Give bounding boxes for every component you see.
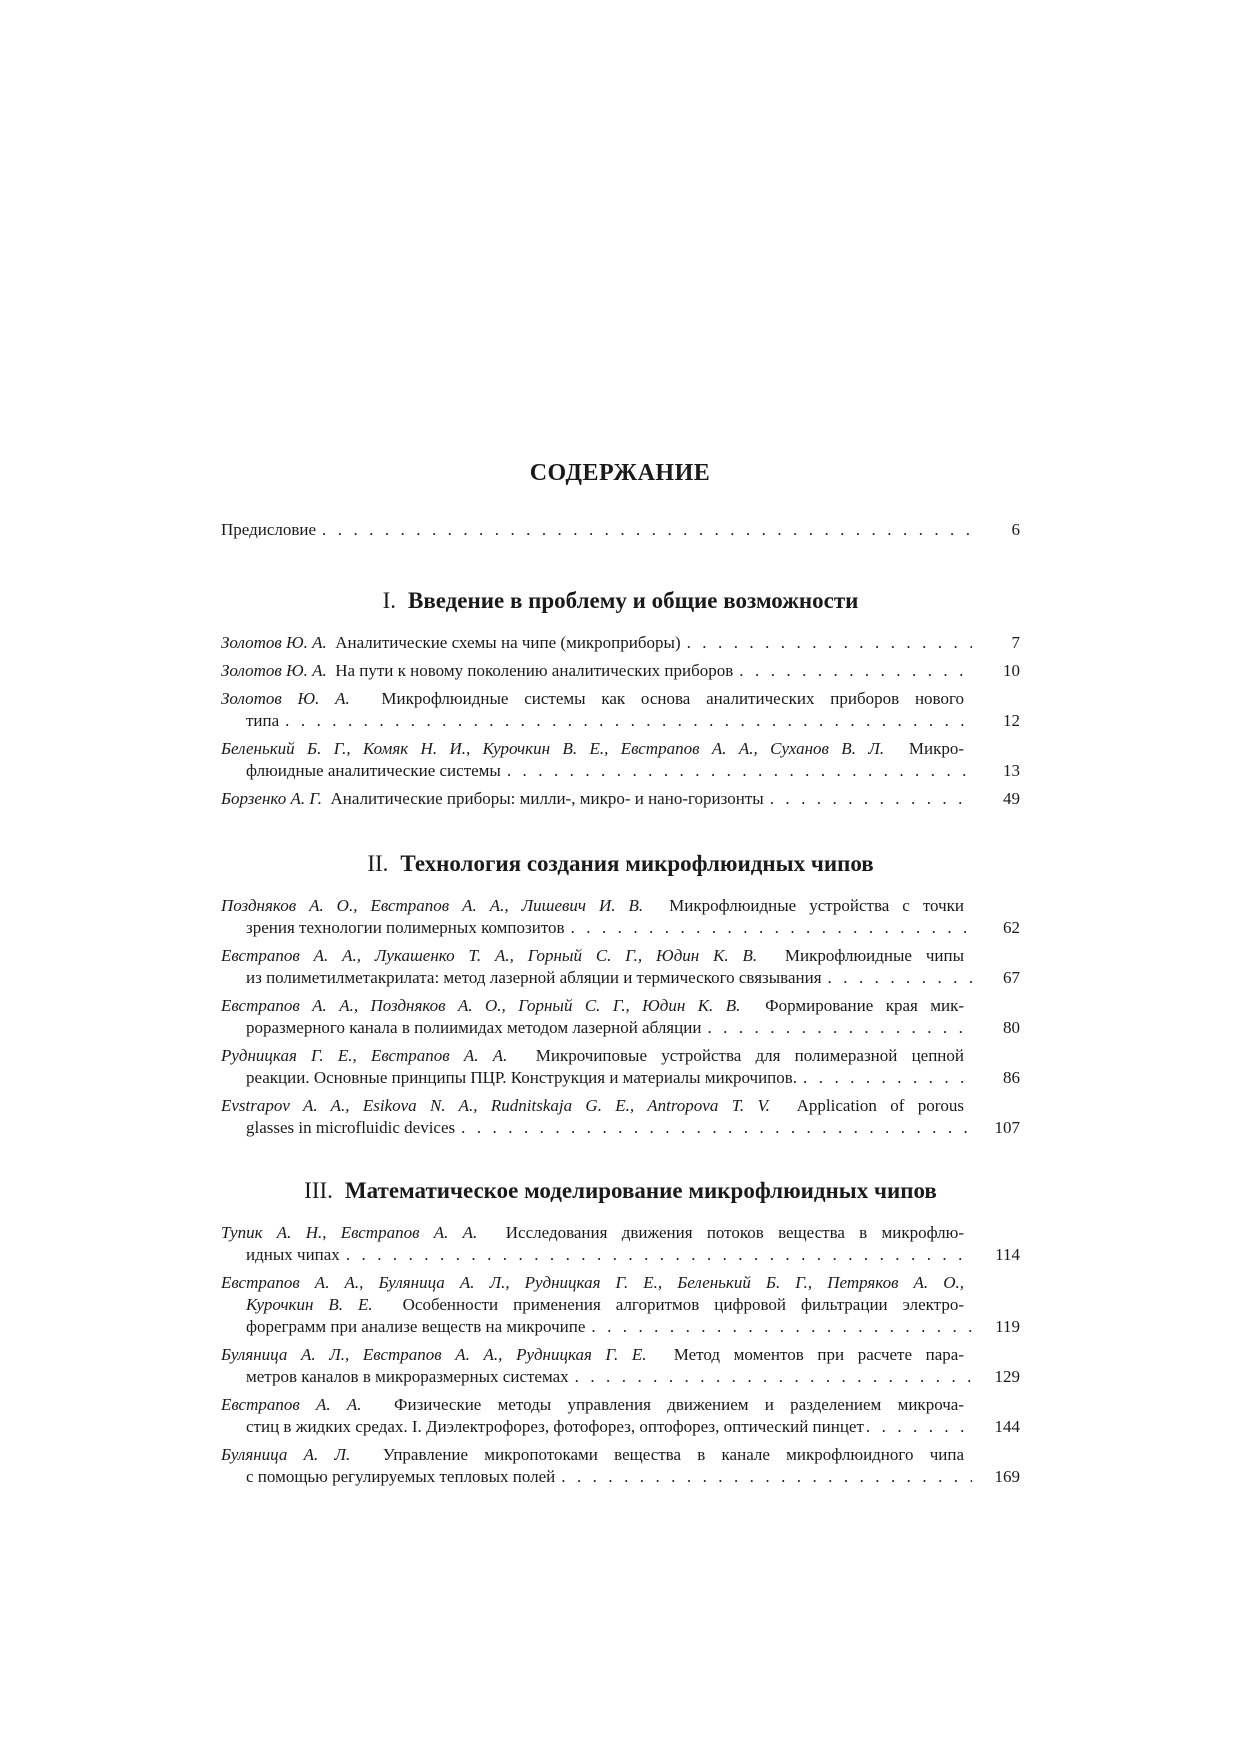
page-number: 13 <box>1003 761 1020 780</box>
toc-entry[interactable] <box>221 738 1020 782</box>
entry-title: Аналитические приборы: милли-, микро- и нано-горизонты <box>330 789 764 808</box>
toc-entry[interactable] <box>221 1095 1020 1139</box>
toc-title: СОДЕРЖАНИЕ <box>529 460 711 486</box>
section-heading <box>221 586 1020 616</box>
dot-leader <box>279 710 972 732</box>
toc-entry[interactable] <box>221 1394 1020 1438</box>
toc-entry[interactable] <box>221 995 1020 1039</box>
entry-title-continued: типа <box>246 711 280 730</box>
entry-title: Управление микропотоками вещества в канале микрофлюидного чипа <box>382 1445 964 1464</box>
entry-title-continued: фореграмм при анализе веществ на микрочипе <box>246 1317 586 1336</box>
entry-title: Метод моментов при расчете пара- <box>673 1345 964 1364</box>
dot-leader <box>455 1117 972 1139</box>
page-number: 12 <box>1003 711 1020 730</box>
dot-leader <box>681 632 972 654</box>
page-number: 62 <box>1003 918 1020 937</box>
entry-authors: Буляница А. Л. <box>221 1445 351 1464</box>
page-number: 114 <box>995 1245 1020 1264</box>
section-name: Введение в проблему и общие возможности <box>407 588 859 613</box>
dot-leader <box>797 1067 972 1089</box>
page-number: 169 <box>994 1467 1020 1486</box>
entry-authors: Евстрапов А. А. <box>221 1395 362 1414</box>
entry-title-continued: стиц в жидких средах. I. Диэлектрофорез, фотофорез, оптофорез, оптический пинцет <box>246 1417 864 1436</box>
entry-authors: Беленький Б. Г., Комяк Н. И., Курочкин В. Е., Евстрапов А. А., Суханов В. Л. <box>221 739 885 758</box>
page-number: 129 <box>994 1367 1020 1386</box>
entry-title: Особенности применения алгоритмов цифровой фильтрации электро- <box>402 1295 964 1314</box>
section-name: Технология создания микрофлюидных чипов <box>400 851 874 876</box>
page-number: 107 <box>994 1118 1020 1137</box>
dot-leader <box>864 1416 972 1438</box>
dot-leader <box>316 519 972 541</box>
entry-title: Формирование края мик- <box>765 996 964 1015</box>
entry-title-continued: с помощью регулируемых тепловых полей <box>246 1467 556 1486</box>
section-2 <box>221 849 1020 1145</box>
entry-title: Исследования движения потоков вещества в микрофлю- <box>505 1223 964 1242</box>
section-number: III. <box>304 1178 333 1203</box>
entry-authors: Рудницкая Г. Е., Евстрапов А. А. <box>221 1046 508 1065</box>
entry-authors: Золотов Ю. А. <box>221 661 327 680</box>
dot-leader <box>822 967 972 989</box>
page-number: 6 <box>1011 520 1020 539</box>
dot-leader <box>585 1316 972 1338</box>
page-number: 7 <box>1011 633 1020 652</box>
entry-title: Application of porous <box>796 1096 964 1115</box>
entry-title-continued: метров каналов в микроразмерных системах <box>246 1367 569 1386</box>
toc-entry[interactable] <box>221 660 1020 682</box>
entry-authors: Евстрапов А. А., Буляница А. Л., Рудницкая Г. Е., Беленький Б. Г., Петряков А. О., <box>221 1273 964 1292</box>
preface-entry[interactable] <box>221 519 1020 541</box>
toc-entry[interactable] <box>221 945 1020 989</box>
entry-authors: Золотов Ю. А. <box>221 689 350 708</box>
toc-entry[interactable] <box>221 1045 1020 1089</box>
entry-title: Микрофлюидные системы как основа аналитических приборов нового <box>381 689 964 708</box>
dot-leader <box>733 660 972 682</box>
entry-title: Микро- <box>908 739 964 758</box>
entry-authors: Борзенко А. Г. <box>221 789 322 808</box>
entry-title-continued: из полиметилметакрилата: метод лазерной абляции и термического связывания <box>246 968 822 987</box>
dot-leader <box>701 1017 972 1039</box>
preface-label: Предисловие <box>221 520 317 539</box>
entry-title-continued: роразмерного канала в полиимидах методом лазерной абляции <box>246 1018 702 1037</box>
entry-authors: Тупик А. Н., Евстрапов А. А. <box>221 1223 478 1242</box>
entry-authors: Evstrapov A. A., Esikova N. A., Rudnitskaja G. E., Antropova T. V. <box>221 1096 770 1115</box>
entry-title: На пути к новому поколению аналитических приборов <box>335 661 734 680</box>
page-number: 49 <box>1003 789 1020 808</box>
toc-entry[interactable] <box>221 895 1020 939</box>
entry-title: Микрочиповые устройства для полимеразной цепной <box>535 1046 964 1065</box>
page-number: 10 <box>1003 661 1020 680</box>
entry-title-continued: glasses in microfluidic devices <box>246 1118 456 1137</box>
entry-title-continued: зрения технологии полимерных композитов <box>246 918 565 937</box>
toc-entry[interactable] <box>221 1272 1020 1338</box>
toc-entry[interactable] <box>221 688 1020 732</box>
entry-authors: Золотов Ю. А. <box>221 633 327 652</box>
dot-leader <box>501 760 972 782</box>
dot-leader <box>764 788 972 810</box>
entry-title: Физические методы управления движением и разделением микроча- <box>394 1395 964 1414</box>
entry-authors: Евстрапов А. А., Поздняков А. О., Горный С. Г., Юдин К. В. <box>221 996 741 1015</box>
entry-title-continued: реакции. Основные принципы ПЦР. Конструкция и материалы микрочипов. <box>246 1068 798 1087</box>
section-heading <box>221 849 1020 879</box>
dot-leader <box>340 1244 972 1266</box>
entry-authors-continued: Курочкин В. Е. <box>246 1295 373 1314</box>
entry-authors: Евстрапов А. А., Лукашенко Т. А., Горный С. Г., Юдин К. В. <box>221 946 758 965</box>
entry-title: Микрофлюидные чипы <box>784 946 964 965</box>
dot-leader <box>565 917 972 939</box>
toc-entry[interactable] <box>221 632 1020 654</box>
entry-authors: Буляница А. Л., Евстрапов А. А., Рудницкая Г. Е. <box>221 1345 647 1364</box>
section-heading <box>221 1176 1020 1206</box>
entry-title-continued: флюидные аналитические системы <box>246 761 501 780</box>
toc-entry[interactable] <box>221 1222 1020 1266</box>
dot-leader <box>555 1466 972 1488</box>
section-number: II. <box>367 851 389 876</box>
section-number: I. <box>382 588 396 613</box>
dot-leader <box>569 1366 972 1388</box>
page-number: 119 <box>995 1317 1020 1336</box>
entry-title: Микрофлюидные устройства с точки <box>669 896 964 915</box>
toc-entry[interactable] <box>221 1444 1020 1488</box>
page-number: 67 <box>1003 968 1020 987</box>
toc-entry[interactable] <box>221 788 1020 810</box>
section-1 <box>221 586 1020 816</box>
toc-entry[interactable] <box>221 1344 1020 1388</box>
section-3 <box>221 1176 1020 1494</box>
page-number: 144 <box>994 1417 1020 1436</box>
entry-title: Аналитические схемы на чипе (микроприборы) <box>335 633 681 652</box>
entry-title-continued: идных чипах <box>246 1245 340 1264</box>
section-name: Математическое моделирование микрофлюидных чипов <box>344 1178 937 1203</box>
page-number: 86 <box>1003 1068 1020 1087</box>
entry-authors: Поздняков А. О., Евстрапов А. А., Лишевич И. В. <box>221 896 644 915</box>
page-number: 80 <box>1003 1018 1020 1037</box>
